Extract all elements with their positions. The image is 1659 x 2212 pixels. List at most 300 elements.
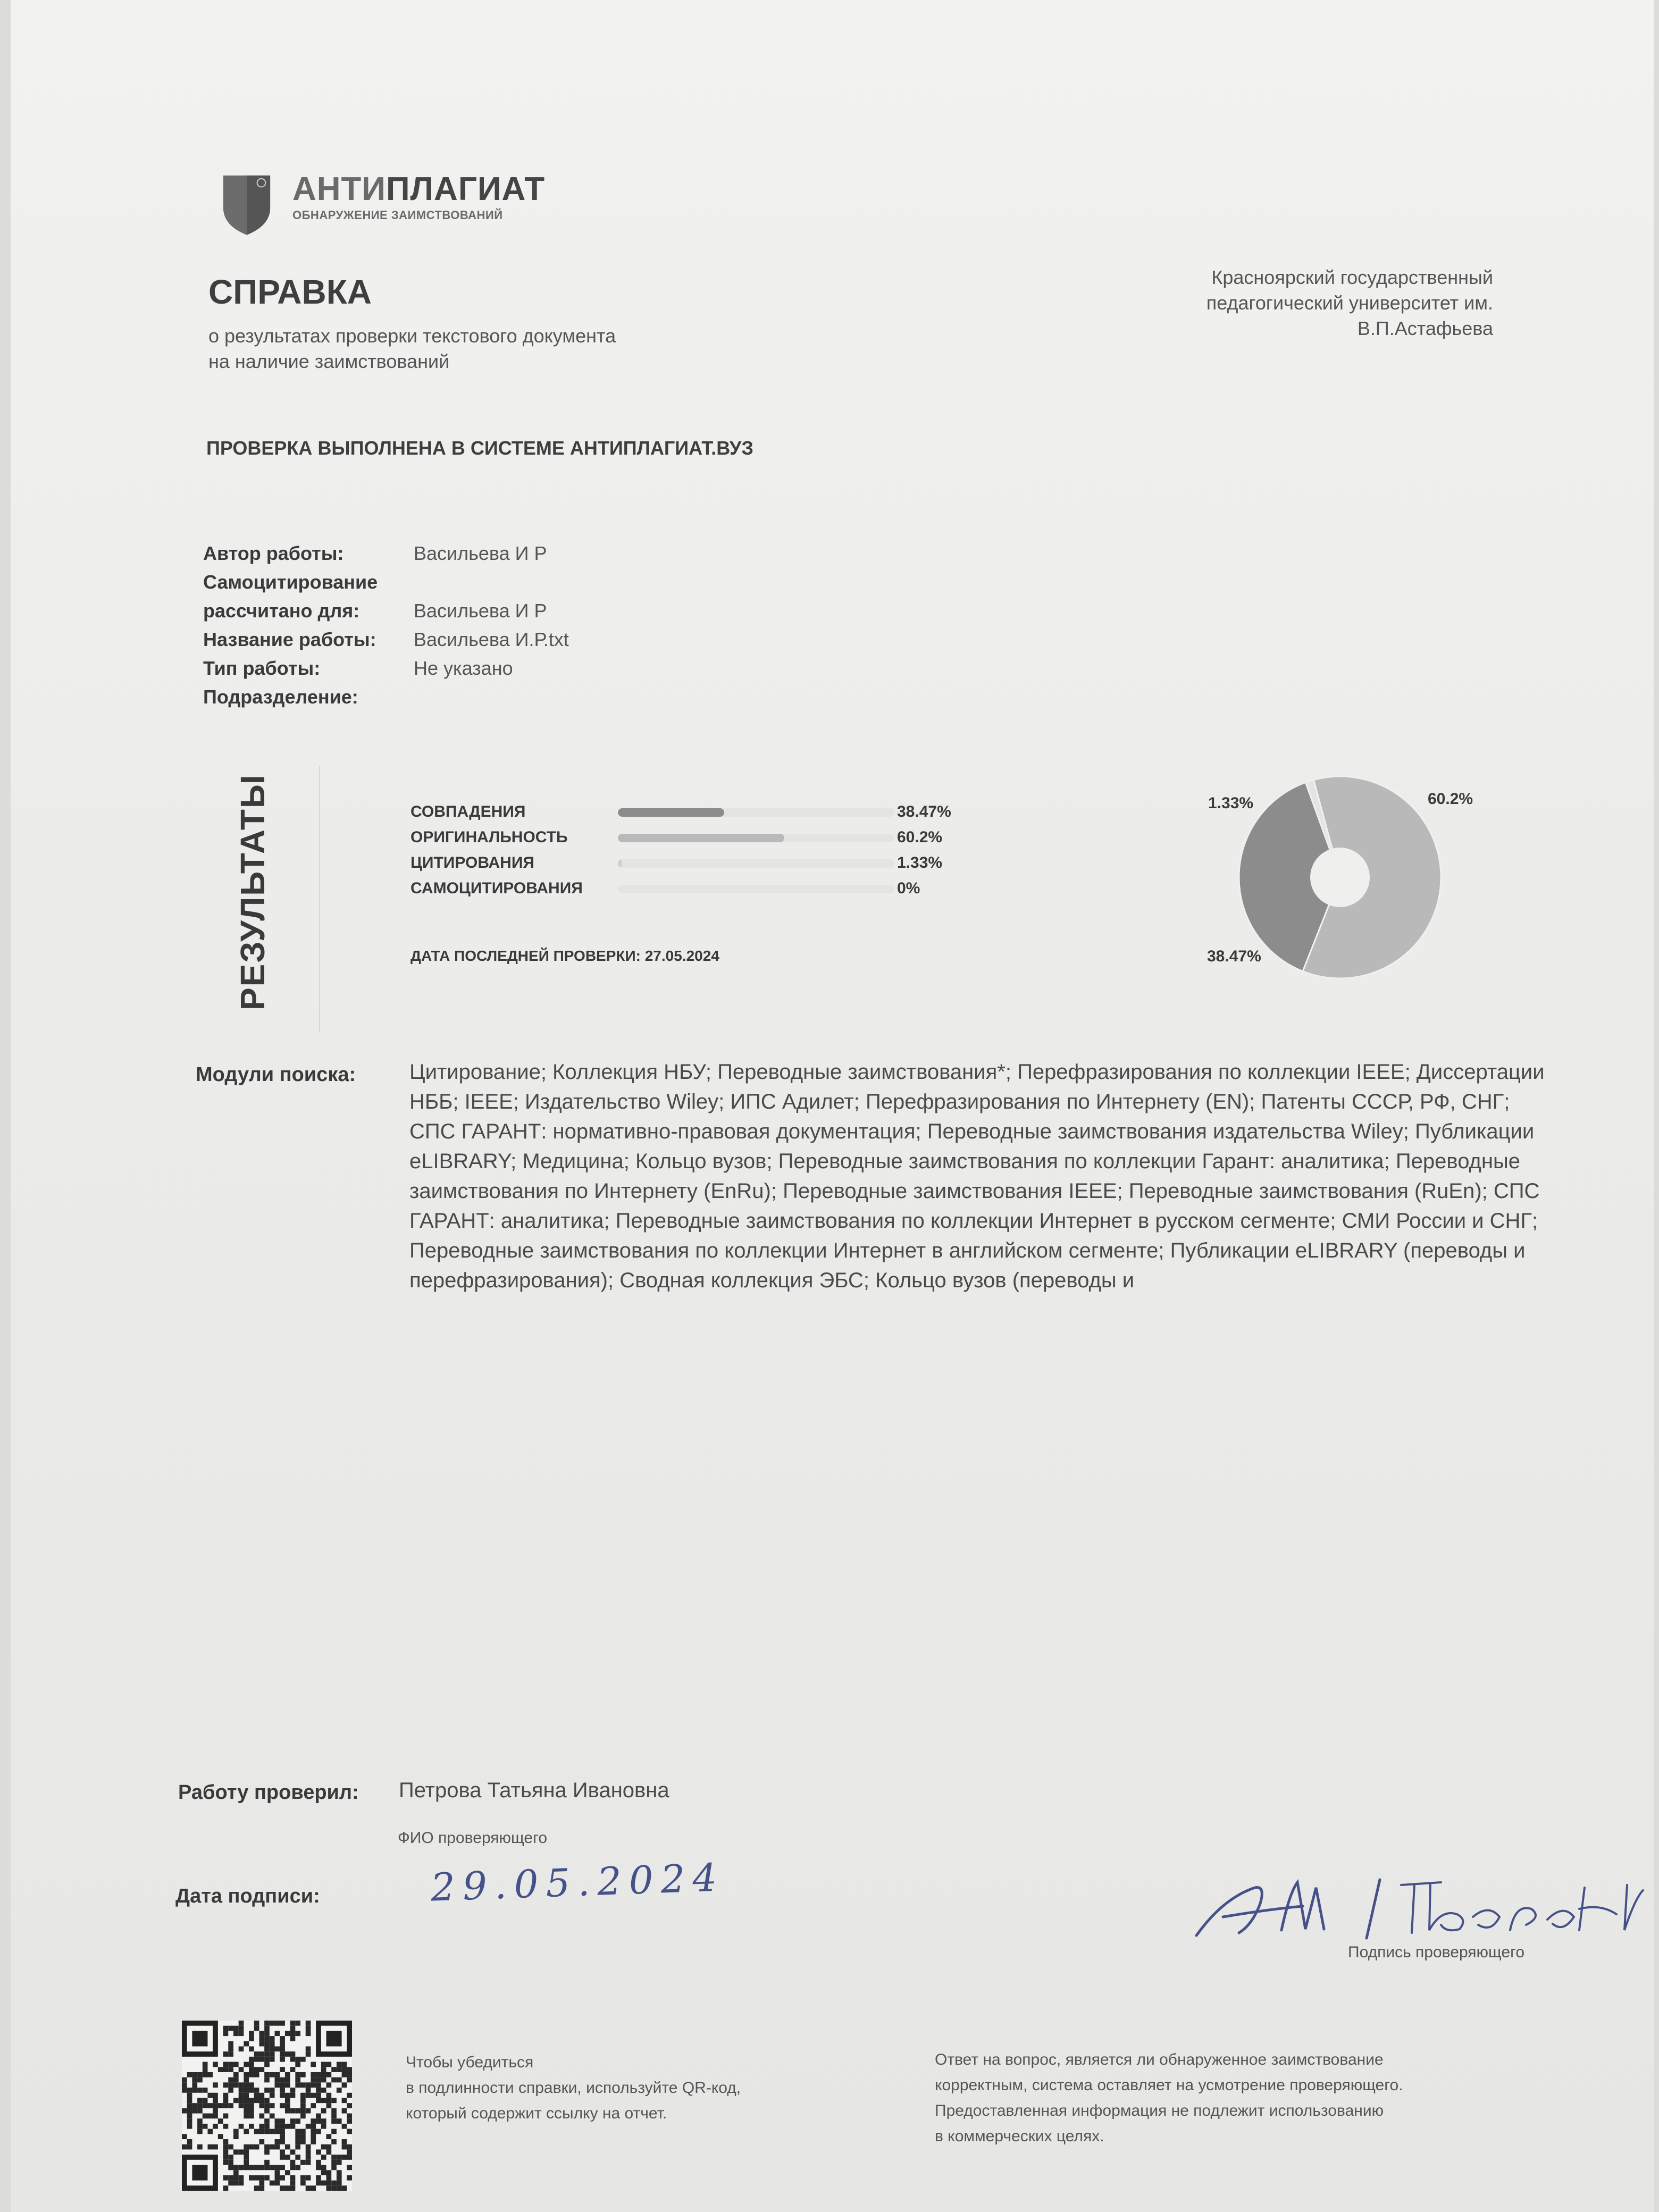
qr-module	[259, 2093, 264, 2098]
qr-module	[321, 2124, 326, 2129]
qr-module	[213, 2124, 218, 2129]
qr-module	[254, 2021, 259, 2026]
work-type-value: Не указано	[414, 657, 513, 679]
modules-list: Цитирование; Коллекция НБУ; Переводные заимствования*; Перефразирования по коллекции IEEE; Диссертации НББ; IEEE; Издательство Wiley; ИПС Адилет; Перефразирования по Интернету (EN); Патенты СССР, РФ, СНГ; СПС ГАРАНТ: нормативно-правовая документация; Переводные заимствования издательства Wiley; Публикации eLIBRARY; Медицина; Кольцо вузов; Переводные заимствования по коллекции Гарант: аналитика; Переводные заимствования по Интернету (EnRu); Переводные заимствования IEEE; Переводные заимствования (RuEn); СПС ГАРАНТ: аналитика; Переводные заимствования по коллекции Интернет в русском сегменте; СМИ России и СНГ; Переводные заимствования по коллекции Интернет в английском сегменте; Публикации eLIBRARY (переводы и перефразирования); Сводная коллекция ЭБС; Кольцо вузов (переводы и	[409, 1060, 1545, 1292]
qr-module	[316, 2072, 321, 2077]
qr-module	[290, 2088, 296, 2093]
qr-module	[306, 2108, 311, 2114]
qr-module	[285, 2072, 290, 2077]
metric-bar	[618, 834, 894, 842]
qr-module	[223, 2067, 229, 2072]
qr-module	[337, 2118, 342, 2124]
metric-bar-fill	[618, 834, 784, 842]
qr-module	[233, 2098, 239, 2103]
qr-module	[259, 2103, 264, 2108]
pie-label: 60.2%	[1428, 790, 1473, 808]
qr-module	[182, 2108, 187, 2114]
qr-module	[264, 2077, 270, 2083]
qr-module	[337, 2160, 342, 2165]
qr-module	[347, 2175, 352, 2181]
logo-title: АНТИПЛАГИАТ	[292, 171, 546, 207]
qr-module	[228, 2181, 233, 2186]
qr-module	[285, 2155, 290, 2160]
qr-module	[264, 2062, 270, 2067]
qr-module	[249, 2062, 254, 2067]
qr-module	[311, 2129, 316, 2134]
metric-bar	[618, 885, 894, 893]
qr-module	[290, 2057, 296, 2062]
qr-module	[316, 2088, 321, 2093]
qr-module	[244, 2160, 249, 2165]
qr-module	[275, 2181, 280, 2186]
qr-module	[244, 2082, 249, 2088]
qr-module	[270, 2103, 275, 2108]
qr-module	[223, 2051, 229, 2057]
qr-module	[187, 2139, 192, 2144]
qr-module	[331, 2118, 337, 2124]
qr-module	[182, 2077, 187, 2083]
qr-module	[270, 2057, 275, 2062]
qr-module	[280, 2139, 285, 2144]
qr-module	[264, 2026, 270, 2031]
qr-module	[285, 2082, 290, 2088]
qr-module	[285, 2108, 290, 2114]
qr-module	[300, 2160, 306, 2165]
qr-module	[347, 2093, 352, 2098]
qr-module	[311, 2077, 316, 2083]
qr-module	[290, 2108, 296, 2114]
qr-module	[316, 2098, 321, 2103]
qr-module	[228, 2051, 233, 2057]
qr-module	[259, 2031, 264, 2036]
qr-module	[207, 2129, 213, 2134]
qr-module	[249, 2031, 254, 2036]
qr-module	[306, 2185, 311, 2191]
qr-module	[239, 2098, 244, 2103]
qr-module	[347, 2129, 352, 2134]
qr-module	[228, 2067, 233, 2072]
qr-module	[218, 2118, 223, 2124]
metric-value: 38.47%	[897, 803, 951, 820]
qr-module	[223, 2139, 229, 2144]
qr-module	[285, 2098, 290, 2103]
qr-module	[249, 2046, 254, 2051]
qr-module	[264, 2031, 270, 2036]
qr-module	[275, 2139, 280, 2144]
qr-module	[218, 2134, 223, 2139]
qr-module	[239, 2046, 244, 2051]
qr-module	[187, 2114, 192, 2119]
qr-module	[203, 2072, 208, 2077]
qr-module	[239, 2175, 244, 2181]
qr-module	[270, 2144, 275, 2150]
qr-module	[239, 2088, 244, 2093]
qr-module	[321, 2181, 326, 2186]
qr-module	[254, 2165, 259, 2171]
qr-module	[264, 2108, 270, 2114]
qr-module	[239, 2165, 244, 2171]
qr-finder	[192, 2031, 207, 2046]
qr-module	[244, 2155, 249, 2160]
qr-module	[233, 2031, 239, 2036]
qr-module	[295, 2057, 300, 2062]
qr-module	[275, 2165, 280, 2171]
qr-module	[228, 2046, 233, 2051]
qr-module	[321, 2098, 326, 2103]
qr-module	[270, 2181, 275, 2186]
qr-module	[290, 2036, 296, 2041]
qr-module	[207, 2103, 213, 2108]
qr-module	[259, 2181, 264, 2186]
metric-label: ЦИТИРОВАНИЯ	[410, 854, 534, 872]
qr-module	[254, 2088, 259, 2093]
qr-module	[223, 2093, 229, 2098]
qr-module	[290, 2175, 296, 2181]
qr-module	[270, 2088, 275, 2093]
qr-module	[203, 2124, 208, 2129]
qr-module	[197, 2077, 203, 2083]
selfcite-label-2: рассчитано для:	[203, 600, 360, 622]
qr-module	[326, 2062, 332, 2067]
qr-module	[295, 2144, 300, 2150]
qr-instructions: Чтобы убедиться в подлинности справки, используйте QR-код, который содержит ссылку на отчет.	[406, 2054, 741, 2122]
qr-module	[295, 2077, 300, 2083]
qr-module	[337, 2067, 342, 2072]
qr-module	[300, 2129, 306, 2134]
qr-module	[264, 2118, 270, 2124]
metric-row	[410, 879, 1075, 905]
qr-module	[223, 2082, 229, 2088]
qr-module	[306, 2144, 311, 2150]
qr-module	[321, 2077, 326, 2083]
qr-module	[306, 2021, 311, 2026]
qr-module	[300, 2098, 306, 2103]
qr-finder	[326, 2031, 342, 2046]
qr-module	[192, 2103, 197, 2108]
metric-value: 60.2%	[897, 828, 943, 846]
qr-module	[239, 2124, 244, 2129]
qr-module	[300, 2082, 306, 2088]
qr-module	[228, 2026, 233, 2031]
signature	[1191, 1866, 1648, 1946]
qr-module	[306, 2088, 311, 2093]
qr-module	[275, 2021, 280, 2026]
qr-module	[280, 2118, 285, 2124]
qr-module	[197, 2144, 203, 2150]
qr-module	[295, 2082, 300, 2088]
qr-module	[275, 2077, 280, 2083]
qr-module	[321, 2067, 326, 2072]
qr-module	[337, 2062, 342, 2067]
qr-module	[306, 2155, 311, 2160]
qr-module	[264, 2072, 270, 2077]
qr-module	[182, 2144, 187, 2150]
disclaimer: Ответ на вопрос, является ли обнаруженное заимствование корректным, система оставляет на усмотрение проверяющего. Предоставленная информация не подлежит использованию в коммерческих целях.	[935, 2051, 1403, 2145]
qr-module	[331, 2108, 337, 2114]
qr-module	[290, 2160, 296, 2165]
selfcite-row-2	[203, 600, 1054, 629]
qr-module	[290, 2051, 296, 2057]
qr-module	[264, 2149, 270, 2155]
qr-module	[306, 2175, 311, 2181]
qr-module	[203, 2103, 208, 2108]
qr-module	[280, 2088, 285, 2093]
qr-module	[342, 2098, 347, 2103]
qr-module	[295, 2155, 300, 2160]
qr-module	[331, 2185, 337, 2191]
qr-module	[254, 2067, 259, 2072]
qr-module	[326, 2185, 332, 2191]
qr-module	[259, 2139, 264, 2144]
qr-module	[311, 2134, 316, 2139]
division-label: Подразделение:	[203, 686, 358, 708]
work-title-label: Название работы:	[203, 629, 376, 650]
qr-module	[300, 2057, 306, 2062]
qr-module	[244, 2062, 249, 2067]
qr-module	[331, 2165, 337, 2171]
qr-module	[331, 2077, 337, 2083]
qr-module	[326, 2103, 332, 2108]
qr-module	[290, 2067, 296, 2072]
selfcite-value: Васильева И Р	[414, 600, 547, 622]
qr-module	[259, 2165, 264, 2171]
shield-icon	[221, 171, 273, 237]
qr-module	[295, 2134, 300, 2139]
qr-module	[213, 2098, 218, 2103]
qr-module	[223, 2160, 229, 2165]
qr-module	[233, 2134, 239, 2139]
qr-module	[218, 2103, 223, 2108]
qr-module	[326, 2181, 332, 2186]
qr-module	[207, 2144, 213, 2150]
results-divider	[319, 766, 320, 1032]
qr-module	[264, 2165, 270, 2171]
qr-module	[347, 2077, 352, 2083]
qr-module	[290, 2124, 296, 2129]
qr-module	[223, 2026, 229, 2031]
qr-module	[300, 2181, 306, 2186]
qr-module	[347, 2067, 352, 2072]
qr-module	[275, 2124, 280, 2129]
qr-module	[228, 2062, 233, 2067]
qr-module	[306, 2093, 311, 2098]
qr-module	[239, 2067, 244, 2072]
qr-module	[311, 2082, 316, 2088]
qr-module	[326, 2093, 332, 2098]
qr-module	[244, 2144, 249, 2150]
qr-module	[280, 2155, 285, 2160]
qr-module	[316, 2165, 321, 2171]
qr-module	[270, 2072, 275, 2077]
qr-module	[244, 2098, 249, 2103]
qr-module	[306, 2051, 311, 2057]
qr-module	[280, 2134, 285, 2139]
qr-module	[203, 2114, 208, 2119]
qr-module	[321, 2118, 326, 2124]
qr-module	[295, 2118, 300, 2124]
qr-module	[321, 2108, 326, 2114]
qr-module	[249, 2114, 254, 2119]
qr-module	[244, 2041, 249, 2047]
qr-module	[254, 2144, 259, 2150]
pie-center-hole	[1310, 848, 1370, 907]
qr-module	[182, 2134, 187, 2139]
qr-module	[213, 2108, 218, 2114]
qr-module	[300, 2108, 306, 2114]
qr-module	[290, 2093, 296, 2098]
qr-module	[342, 2082, 347, 2088]
qr-module	[337, 2181, 342, 2186]
qr-module	[311, 2124, 316, 2129]
qr-module	[239, 2021, 244, 2026]
qr-module	[347, 2114, 352, 2119]
qr-module	[331, 2067, 337, 2072]
qr-module	[233, 2170, 239, 2175]
qr-module	[290, 2031, 296, 2036]
qr-module	[295, 2072, 300, 2077]
qr-module	[270, 2093, 275, 2098]
qr-module	[264, 2088, 270, 2093]
qr-module	[295, 2062, 300, 2067]
qr-module	[280, 2149, 285, 2155]
qr-module	[321, 2062, 326, 2067]
qr-module	[233, 2149, 239, 2155]
qr-module	[187, 2072, 192, 2077]
qr-module	[228, 2103, 233, 2108]
qr-module	[342, 2067, 347, 2072]
metric-bar	[618, 808, 894, 817]
qr-module	[244, 2108, 249, 2114]
qr-module	[347, 2155, 352, 2160]
qr-module	[264, 2124, 270, 2129]
qr-module	[244, 2088, 249, 2093]
document-title: СПРАВКА	[208, 273, 372, 311]
metric-bar-fill	[618, 859, 622, 868]
qr-module	[342, 2072, 347, 2077]
qr-module	[259, 2098, 264, 2103]
qr-module	[321, 2144, 326, 2150]
qr-module	[187, 2118, 192, 2124]
qr-module	[275, 2144, 280, 2150]
qr-module	[300, 2175, 306, 2181]
metric-bar	[618, 859, 894, 868]
qr-module	[192, 2108, 197, 2114]
qr-module	[321, 2072, 326, 2077]
qr-module	[264, 2021, 270, 2026]
metric-label: ОРИГИНАЛЬНОСТЬ	[410, 828, 568, 846]
qr-module	[197, 2098, 203, 2103]
qr-module	[182, 2082, 187, 2088]
qr-module	[280, 2165, 285, 2171]
qr-module	[311, 2093, 316, 2098]
qr-module	[244, 2103, 249, 2108]
qr-module	[316, 2077, 321, 2083]
qr-module	[197, 2103, 203, 2108]
qr-module	[254, 2026, 259, 2031]
work-info	[203, 542, 1054, 715]
qr-module	[290, 2185, 296, 2191]
qr-module	[233, 2082, 239, 2088]
qr-module	[337, 2077, 342, 2083]
qr-module	[223, 2124, 229, 2129]
qr-module	[249, 2072, 254, 2077]
qr-module	[259, 2185, 264, 2191]
qr-module	[239, 2082, 244, 2088]
qr-module	[223, 2149, 229, 2155]
qr-module	[228, 2144, 233, 2150]
qr-module	[316, 2160, 321, 2165]
qr-module	[311, 2118, 316, 2124]
qr-module	[280, 2103, 285, 2108]
qr-module	[280, 2185, 285, 2191]
qr-module	[342, 2124, 347, 2129]
qr-module	[233, 2062, 239, 2067]
modules-label: Модули поиска:	[196, 1063, 356, 1086]
qr-module	[280, 2129, 285, 2134]
qr-module	[213, 2103, 218, 2108]
selfcite-label-1: Самоцитирование	[203, 571, 378, 593]
qr-module	[326, 2149, 332, 2155]
qr-module	[228, 2041, 233, 2047]
qr-module	[331, 2181, 337, 2186]
qr-module	[223, 2155, 229, 2160]
selfcite-row-1	[203, 571, 1054, 600]
qr-module	[244, 2129, 249, 2134]
qr-module	[285, 2077, 290, 2083]
qr-module	[197, 2118, 203, 2124]
qr-module	[259, 2124, 264, 2129]
metric-row	[410, 828, 1075, 854]
qr-module	[207, 2072, 213, 2077]
qr-module	[337, 2175, 342, 2181]
qr-module	[275, 2129, 280, 2134]
qr-module	[306, 2026, 311, 2031]
qr-module	[280, 2175, 285, 2181]
qr-module	[228, 2160, 233, 2165]
qr-module	[316, 2149, 321, 2155]
qr-module	[228, 2165, 233, 2171]
qr-module	[347, 2149, 352, 2155]
qr-module	[280, 2077, 285, 2083]
qr-module	[203, 2088, 208, 2093]
qr-module	[290, 2181, 296, 2186]
qr-module	[280, 2036, 285, 2041]
qr-module	[264, 2160, 270, 2165]
qr-module	[316, 2181, 321, 2186]
qr-module	[311, 2103, 316, 2108]
qr-module	[249, 2057, 254, 2062]
qr-module	[228, 2088, 233, 2093]
qr-module	[316, 2175, 321, 2181]
qr-module	[337, 2185, 342, 2191]
qr-module	[223, 2031, 229, 2036]
qr-module	[280, 2021, 285, 2026]
qr-module	[264, 2041, 270, 2047]
qr-module	[254, 2129, 259, 2134]
qr-module	[259, 2129, 264, 2134]
qr-module	[187, 2098, 192, 2103]
qr-module	[300, 2093, 306, 2098]
checker-caption: ФИО проверяющего	[398, 1829, 548, 1847]
qr-module	[249, 2144, 254, 2150]
metric-value: 1.33%	[897, 854, 943, 872]
signature-caption: Подпись проверяющего	[1348, 1943, 1525, 1961]
qr-module	[254, 2093, 259, 2098]
qr-module	[311, 2185, 316, 2191]
qr-module	[280, 2082, 285, 2088]
qr-module	[295, 2021, 300, 2026]
qr-module	[187, 2103, 192, 2108]
